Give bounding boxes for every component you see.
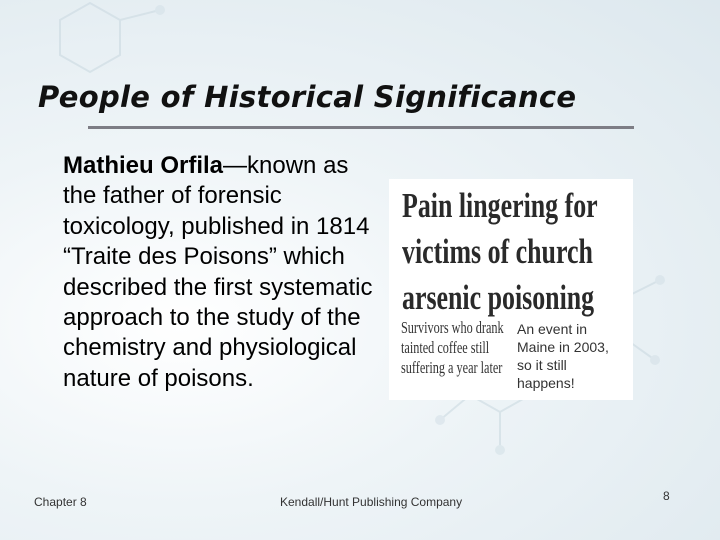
annotation-line: happens! [517, 375, 575, 391]
headline-line: arsenic poisoning [402, 278, 595, 317]
headline-line: Pain lingering for [402, 186, 598, 225]
body-description: —known as the father of forensic toxicology, published in 1814 “Traite des Poisons” which described the first systematic approach to the study of the chemistry and physiological nature of poisons. [63, 152, 373, 392]
subheadline-line: tainted coffee still [401, 338, 490, 357]
annotation-line: Maine in 2003, [517, 339, 609, 355]
footer-publisher: Kendall/Hunt Publishing Company [280, 495, 463, 509]
clipping-annotation [517, 320, 627, 392]
newspaper-clipping-image [389, 179, 633, 400]
annotation-line: so it still [517, 357, 567, 373]
clipping-headline [402, 183, 598, 321]
body-paragraph [63, 151, 383, 394]
subheadline-line: Survivors who drank [401, 318, 504, 337]
person-name: Mathieu Orfila [63, 152, 224, 179]
footer-chapter: Chapter 8 [34, 495, 87, 509]
slide-title: People of Historical Significance [38, 80, 577, 114]
headline-line: victims of church [402, 232, 593, 271]
subheadline-line: suffering a year later [401, 358, 503, 377]
annotation-line: An event in [517, 321, 588, 337]
title-underline [88, 126, 634, 129]
clipping-subheadline [401, 318, 509, 378]
slide-number: 8 [663, 489, 670, 503]
